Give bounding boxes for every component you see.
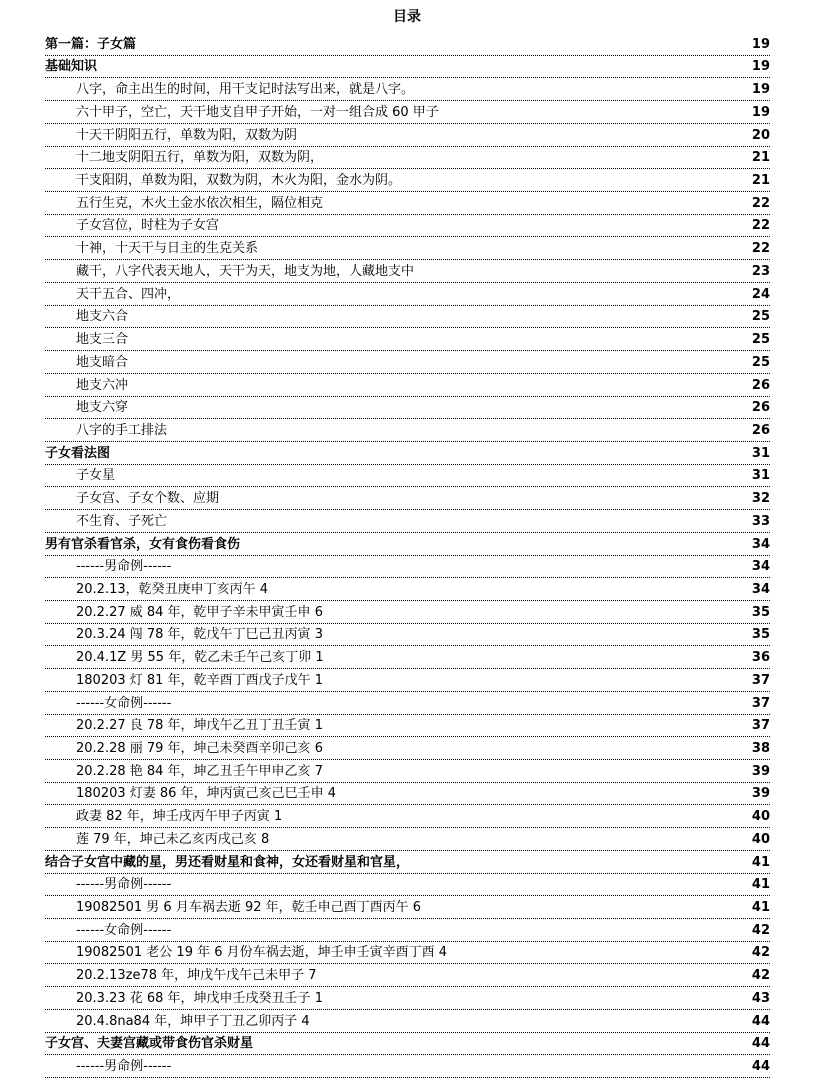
- toc-entry-page: 34: [751, 536, 770, 552]
- toc-entry-text: 莲 79 年，坤己未乙亥丙戌己亥 8: [76, 831, 270, 847]
- toc-entry-page: 40: [751, 831, 770, 847]
- toc-entry-page: 26: [751, 377, 770, 393]
- toc-entry-text: 20.2.13，乾癸丑庚申丁亥丙午 4: [76, 581, 269, 597]
- toc-entry-page: 22: [751, 218, 770, 234]
- toc-entry-text: 第一篇：子女篇: [45, 36, 137, 52]
- toc-entry[interactable]: [45, 397, 770, 420]
- toc-entry-page: 37: [751, 672, 770, 688]
- toc-entry-text: 180203 灯妻 86 年，坤丙寅己亥己巳壬申 4: [76, 786, 336, 802]
- toc-entry-page: 44: [751, 1036, 770, 1052]
- toc-entry-text: 十天干阴阳五行，单数为阳，双数为阴: [76, 127, 298, 143]
- toc-entry[interactable]: [45, 1033, 770, 1056]
- toc-entry-page: 25: [751, 354, 770, 370]
- toc-entry-text: 六十甲子，空亡，天干地支自甲子开始，一对一组合成 60 甲子: [76, 104, 439, 120]
- toc-entry[interactable]: [45, 624, 770, 647]
- toc-entry-page: 20: [751, 127, 770, 143]
- toc-entry-text: 干支阳阴，单数为阳，双数为阴，木火为阳，金水为阴。: [76, 173, 402, 189]
- toc-entry[interactable]: [45, 487, 770, 510]
- toc-entry[interactable]: [45, 578, 770, 601]
- toc-entry-page: 25: [751, 332, 770, 348]
- toc-entry-text: 地支六穿: [76, 400, 129, 416]
- toc-entry-text: 男有官杀看官杀，女有食伤看食伤: [45, 536, 241, 552]
- toc-title: 目录: [393, 9, 421, 25]
- toc-entry-text: ------男命例------: [76, 559, 172, 575]
- toc-entry-text: 地支暗合: [76, 354, 129, 370]
- toc-entry[interactable]: [45, 692, 770, 715]
- toc-entry-page: 25: [751, 309, 770, 325]
- toc-entry-page: 19: [751, 104, 770, 120]
- toc-entry[interactable]: [45, 169, 770, 192]
- toc-entry[interactable]: [45, 851, 770, 874]
- toc-entry[interactable]: [45, 101, 770, 124]
- toc-entry-page: 36: [751, 650, 770, 666]
- toc-entry[interactable]: [45, 351, 770, 374]
- toc-entry-text: 180203 灯 81 年，乾辛酉丁酉戊子戊午 1: [76, 672, 323, 688]
- toc-entry-page: 39: [751, 786, 770, 802]
- toc-entry-text: 19082501 老公 19 年 6 月份车祸去逝，坤壬申壬寅辛酉丁酉 4: [76, 945, 448, 961]
- toc-entry-page: 21: [751, 173, 770, 189]
- toc-entry-text: 藏干，八字代表天地人，天干为天，地支为地，人藏地支中: [76, 263, 415, 279]
- toc-entry-text: 结合子女宫中藏的星，男还看财星和食神，女还看财星和官星，: [45, 854, 410, 870]
- toc-entry-page: 31: [751, 445, 770, 461]
- toc-entry-text: 不生育、子死亡: [76, 513, 168, 529]
- toc-entry-text: 天干五合、四冲，: [76, 286, 181, 302]
- toc-entry-page: 19: [751, 36, 770, 52]
- toc-entry-text: 子女宫、夫妻宫藏或带食伤官杀财星: [45, 1036, 254, 1052]
- toc-entry[interactable]: [45, 419, 770, 442]
- toc-entry-text: 20.3.24 闯 78 年，乾戊午丁巳己丑丙寅 3: [76, 627, 323, 643]
- toc-entry-page: 23: [751, 263, 770, 279]
- toc-entry[interactable]: [45, 760, 770, 783]
- toc-entry[interactable]: [45, 215, 770, 238]
- toc-entry[interactable]: [45, 987, 770, 1010]
- toc-entry-page: 42: [751, 945, 770, 961]
- toc-entry-text: 地支三合: [76, 332, 129, 348]
- toc-entry-page: 22: [751, 241, 770, 257]
- toc-entry-page: 44: [751, 1059, 770, 1075]
- toc-entry[interactable]: [45, 56, 770, 79]
- toc-entry[interactable]: [45, 465, 770, 488]
- toc-entry-text: 子女看法图: [45, 445, 111, 461]
- toc-entry-text: 20.2.28 丽 79 年，坤己未癸酉辛卯己亥 6: [76, 741, 323, 756]
- toc-entry-text: 20.2.28 艳 84 年，坤乙丑壬午甲申乙亥 7: [76, 763, 323, 779]
- toc-entry-page: 35: [751, 627, 770, 643]
- toc-entry-page: 34: [751, 581, 770, 597]
- toc-entry-text: 五行生克，木火土金水依次相生，隔位相克: [76, 195, 324, 211]
- toc-entry[interactable]: [45, 828, 770, 851]
- toc-entry[interactable]: [45, 964, 770, 987]
- toc-entry-text: 子女宫位，时柱为子女宫: [76, 218, 220, 234]
- toc-entry-text: 20.2.27 威 84 年，乾甲子辛未甲寅壬申 6: [76, 604, 323, 620]
- toc-entry[interactable]: [45, 646, 770, 669]
- toc-entry[interactable]: [45, 737, 770, 760]
- toc-entry[interactable]: [45, 919, 770, 942]
- toc-entry[interactable]: [45, 942, 770, 965]
- toc-entry-page: 26: [751, 400, 770, 416]
- toc-entry-page: 37: [751, 718, 770, 734]
- toc-entry-page: 31: [751, 468, 770, 484]
- toc-entry-page: 41: [751, 900, 770, 916]
- toc-entry-text: 19082501 男 6 月车祸去逝 92 年，乾壬申己酉丁酉丙午 6: [76, 900, 422, 916]
- toc-entry-text: 八字的手工排法: [76, 422, 168, 438]
- toc-entry-text: 20.2.27 良 78 年，坤戊午乙丑丁丑壬寅 1: [76, 718, 323, 734]
- toc-entry-page: 41: [751, 877, 770, 893]
- toc-entry[interactable]: [45, 601, 770, 624]
- toc-entry-page: 26: [751, 422, 770, 438]
- toc-entry-page: 33: [751, 513, 770, 529]
- toc-entry-text: 十神，十天干与日主的生克关系: [76, 241, 259, 257]
- toc-entry-page: 39: [751, 763, 770, 779]
- toc-entry-text: 20.2.13ze78 年，坤戊午戊午己未甲子 7: [76, 968, 317, 984]
- toc-entry-page: 32: [751, 491, 770, 507]
- toc-entry-page: 19: [751, 82, 770, 98]
- toc-list: [45, 33, 770, 1078]
- toc-entry-text: 八字，命主出生的时间，用干支记时法写出来，就是八字。: [76, 82, 415, 98]
- toc-entry-text: 20.4.1Z 男 55 年，乾乙未壬午己亥丁卯 1: [76, 650, 324, 666]
- toc-entry-text: 地支六冲: [76, 377, 129, 393]
- toc-entry[interactable]: [45, 78, 770, 101]
- toc-entry-page: 35: [751, 604, 770, 620]
- toc-entry-text: 子女星: [76, 468, 116, 484]
- toc-entry[interactable]: [45, 442, 770, 465]
- toc-entry-text: ------女命例------: [76, 922, 172, 938]
- toc-entry-text: 政妻 82 年，坤壬戌丙午甲子丙寅 1: [76, 809, 283, 825]
- toc-entry-page: 34: [751, 559, 770, 575]
- toc-entry[interactable]: [45, 805, 770, 828]
- toc-entry-text: 基础知识: [45, 59, 98, 75]
- toc-entry-text: 子女宫、子女个数、应期: [76, 491, 220, 507]
- toc-entry-text: 20.4.8na84 年，坤甲子丁丑乙卯丙子 4: [76, 1013, 310, 1029]
- toc-entry[interactable]: [45, 874, 770, 897]
- toc-entry[interactable]: [45, 283, 770, 306]
- toc-entry-text: 20.3.23 花 68 年，坤戊申壬戌癸丑壬子 1: [76, 990, 323, 1006]
- toc-entry-text: ------女命例------: [76, 695, 172, 711]
- toc-entry[interactable]: [45, 33, 770, 56]
- toc-entry[interactable]: [45, 374, 770, 397]
- toc-entry[interactable]: [45, 533, 770, 556]
- toc-entry-page: 44: [751, 1013, 770, 1029]
- toc-entry-page: 37: [751, 695, 770, 711]
- toc-entry[interactable]: [45, 328, 770, 351]
- toc-entry-page: 42: [751, 922, 770, 938]
- toc-entry[interactable]: [45, 260, 770, 283]
- toc-entry[interactable]: [45, 1010, 770, 1033]
- toc-entry[interactable]: [45, 147, 770, 170]
- toc-entry[interactable]: [45, 715, 770, 738]
- toc-entry-page: 19: [751, 59, 770, 75]
- toc-entry-page: 42: [751, 968, 770, 984]
- toc-entry[interactable]: [45, 556, 770, 579]
- toc-entry-page: 43: [751, 990, 770, 1006]
- toc-entry-page: 24: [751, 286, 770, 302]
- toc-entry-text: 十二地支阴阳五行，单数为阳，双数为阴，: [76, 150, 324, 166]
- toc-entry-page: 22: [751, 195, 770, 211]
- toc-entry-page: 41: [751, 854, 770, 870]
- toc-entry-text: ------男命例------: [76, 1059, 172, 1075]
- toc-entry[interactable]: [45, 237, 770, 260]
- toc-entry-text: 地支六合: [76, 309, 129, 325]
- toc-entry-page: 21: [751, 150, 770, 166]
- toc-entry[interactable]: [45, 783, 770, 806]
- toc-entry[interactable]: [45, 124, 770, 147]
- toc-entry[interactable]: [45, 1055, 770, 1078]
- toc-entry[interactable]: [45, 192, 770, 215]
- toc-entry-text: ------男命例------: [76, 877, 172, 893]
- toc-entry-page: 38: [751, 741, 770, 756]
- toc-entry[interactable]: [45, 510, 770, 533]
- toc-entry[interactable]: [45, 669, 770, 692]
- toc-entry-page: 40: [751, 809, 770, 825]
- toc-entry[interactable]: [45, 896, 770, 919]
- toc-entry[interactable]: [45, 306, 770, 329]
